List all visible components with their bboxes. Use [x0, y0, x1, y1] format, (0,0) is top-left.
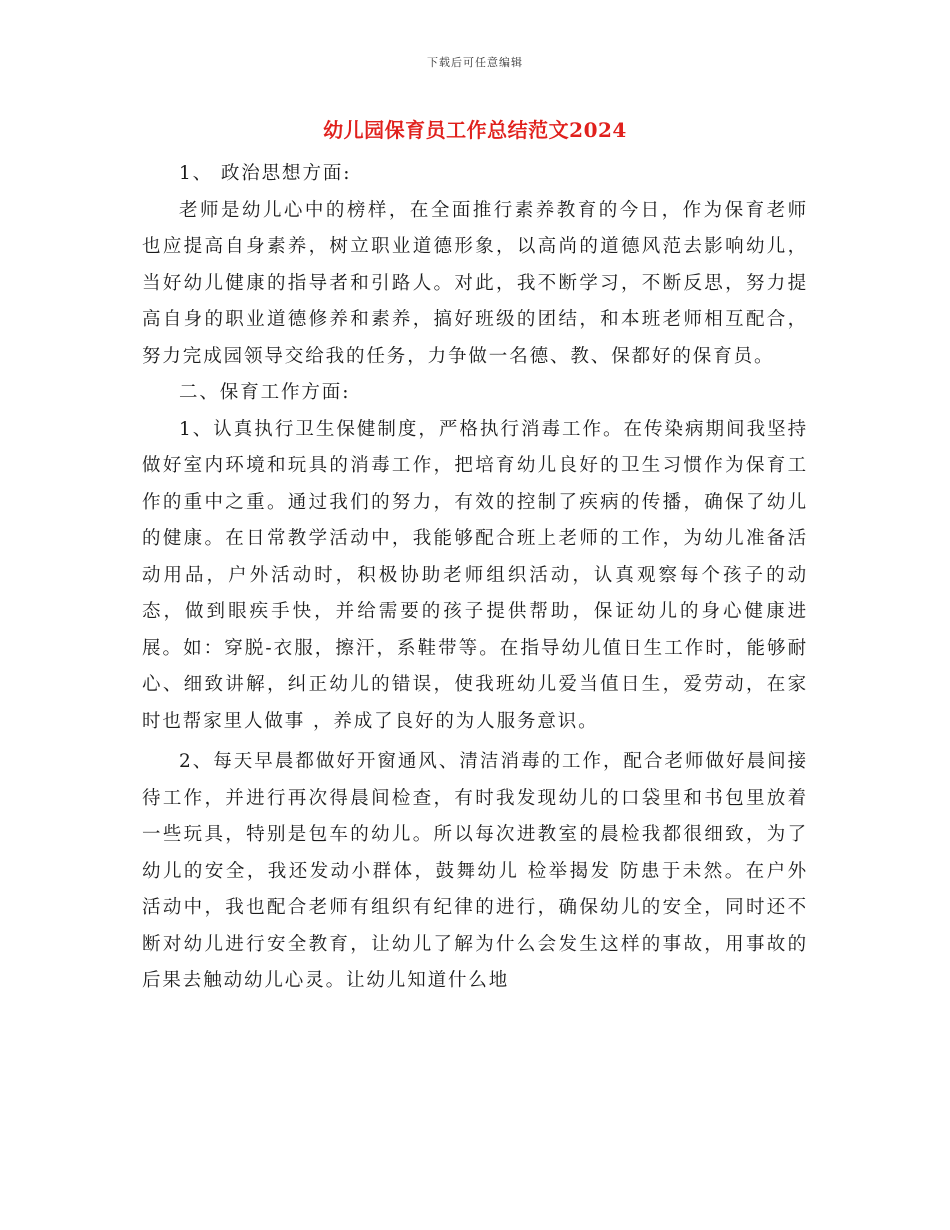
document-title: 幼儿园保育员工作总结范文2024 [323, 118, 627, 142]
paragraph-morning-routine: 2、每天早晨都做好开窗通风、清洁消毒的工作，配合老师做好晨间接待工作，并进行再次得晨间检查，有时我发现幼儿的口袋里和书包里放着一些玩具，特别是包车的幼儿。所以每次进教室的晨检我都很细致，为了幼儿的安全，我还发动小群体，鼓舞幼儿 检举揭发 防患于未然。在户外活动中，我也配合老师有组织有纪律的进行，确保幼儿的安全，同时还不断对幼儿进行安全教育，让幼儿了解为什么会发生这样的事故，用事故的后果去触动幼儿心灵。让幼儿知道什么地 [142, 751, 808, 991]
document-body [142, 156, 808, 1000]
header-note: 下载后可任意编辑 [427, 56, 523, 69]
paragraph-hygiene: 1、认真执行卫生保健制度，严格执行消毒工作。在传染病期间我坚持做好室内环境和玩具的消毒工作，把培育幼儿良好的卫生习惯作为保育工作的重中之重。通过我们的努力，有效的控制了疾病的传播，确保了幼儿的健康。在日常教学活动中，我能够配合班上老师的工作，为幼儿准备活动用品，户外活动时，积极协助老师组织活动，认真观察每个孩子的动态，做到眼疾手快，并给需要的孩子提供帮助，保证幼儿的身心健康进展。如：穿脱-衣服，擦汗，系鞋带等。在指导幼儿值日生工作时，能够耐心、细致讲解，纠正幼儿的错误，使我班幼儿爱当值日生，爱劳动，在家时也帮家里人做事 ，养成了良好的为人服务意识。 [142, 418, 808, 732]
paragraph-politics: 老师是幼儿心中的榜样，在全面推行素养教育的今日，作为保育老师也应提高自身素养，树立职业道德形象，以高尚的道德风范去影响幼儿，当好幼儿健康的指导者和引路人。对此，我不断学习，不断反思，努力提高自身的职业道德修养和素养，搞好班级的团结，和本班老师相互配合，努力完成园领导交给我的任务，力争做一名德、教、保都好的保育员。 [142, 199, 808, 367]
section-heading-care-work: 二、保育工作方面: [179, 382, 351, 403]
section-heading-politics: 1、 政治思想方面: [179, 163, 352, 184]
